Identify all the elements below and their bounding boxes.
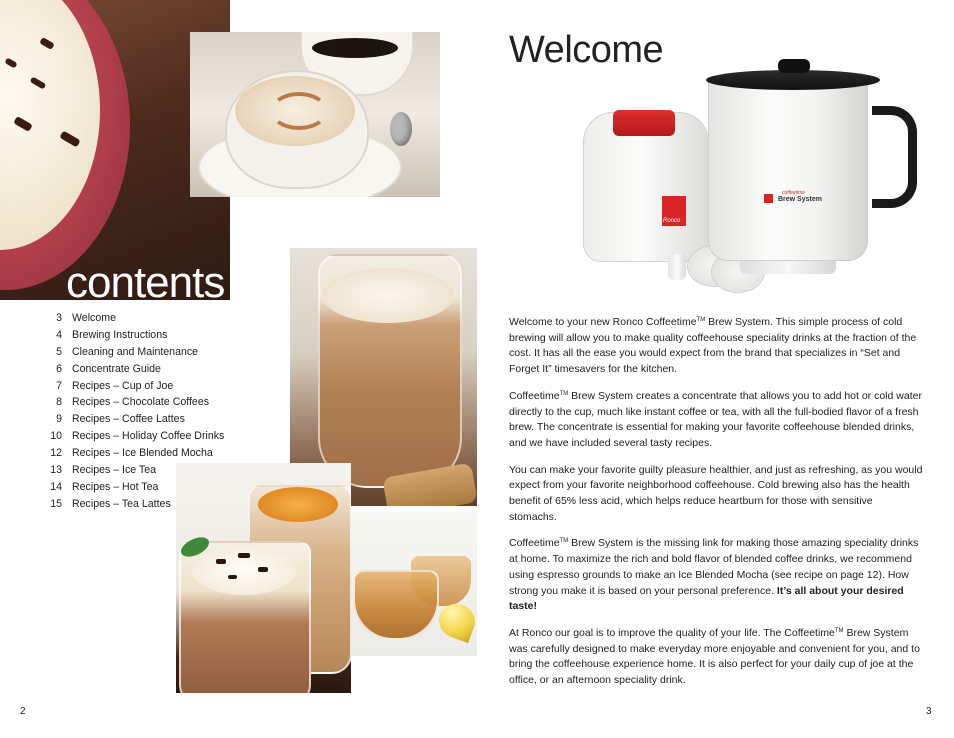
toc-item[interactable] [40, 411, 240, 428]
pitcher-handle [872, 106, 917, 208]
caramel-topping [258, 487, 338, 522]
welcome-paragraph [509, 389, 923, 452]
tea-cup [353, 570, 439, 640]
left-page-number: 2 [20, 706, 26, 717]
paragraph-text: Brew System. This simple process of cold brewing will allow you to make quality coffeehouse speciality drinks at the fraction of the cost. It has all the ease you would expect from the brand that specializes in “Set and Forget It” timesavers for the kitchen. [509, 316, 917, 376]
chocolate-shaving [216, 559, 226, 564]
brew-pitcher [708, 76, 868, 261]
contents-heading: contents [66, 258, 225, 307]
paragraph-text: Brew System creates a concentrate that allows you to add hot or cold water directly to the cup, much like instant coffee or tea, with all the full-bodied flavor of a fresh brew. The concentrate is essential for making your favorite coffeehouse blended drinks, and we have included several tasty recipes. [509, 389, 922, 449]
pitcher-brand-label: coffeetime [782, 190, 806, 196]
paragraph-text: At Ronco our goal is to improve the quality of your life. The Coffeetime [509, 626, 835, 639]
toc-page-number: 9 [56, 413, 62, 426]
toc-title: Welcome [72, 312, 116, 324]
brew-system-logo [764, 190, 824, 208]
toc-item[interactable] [40, 462, 240, 479]
black-coffee [312, 38, 398, 58]
right-page-number: 3 [926, 706, 932, 717]
bottle-red-cap [613, 110, 675, 136]
toc-title: Recipes – Coffee Lattes [72, 413, 185, 426]
emphasis-text: It’s all about your desired taste! [509, 584, 904, 613]
welcome-paragraph [509, 536, 923, 615]
toc-item[interactable] [40, 428, 240, 445]
toc-page-number: 5 [56, 345, 62, 358]
trademark-mark: TM [696, 317, 706, 323]
trademark-mark: TM [559, 390, 569, 397]
trademark-mark: TM [559, 538, 569, 545]
welcome-paragraph [509, 626, 923, 689]
latte-foam [322, 268, 454, 323]
welcome-body [509, 315, 923, 700]
toc-item[interactable] [40, 394, 240, 411]
toc-page-number: 15 [50, 497, 62, 510]
chocolate-shaving [258, 567, 268, 572]
toc-item[interactable] [40, 445, 240, 462]
caramel-swirl [270, 92, 328, 130]
toc-item[interactable] [40, 310, 240, 327]
welcome-paragraph [509, 315, 923, 378]
toc-page-number: 14 [50, 480, 62, 493]
bottle-brand-label: Ronco [663, 218, 681, 224]
table-of-contents [40, 310, 240, 513]
toc-item[interactable] [40, 479, 240, 496]
iced-tea-photo [351, 512, 477, 656]
toc-title: Recipes – Tea Lattes [72, 497, 171, 510]
toc-title: Recipes – Hot Tea [72, 480, 159, 493]
spoon [390, 112, 412, 146]
brew-system-product-photo [580, 58, 920, 296]
cappuccino-photo [190, 32, 440, 197]
bottle-stopper [668, 254, 686, 280]
toc-page-number: 10 [50, 430, 62, 443]
toc-item[interactable] [40, 361, 240, 378]
toc-page-number: 8 [56, 396, 62, 409]
welcome-heading: Welcome [509, 29, 664, 71]
toc-page-number: 12 [50, 447, 62, 460]
toc-title: Recipes – Holiday Coffee Drinks [72, 430, 225, 443]
ronco-logo [764, 194, 773, 203]
pitcher-name-label: Brew System [778, 196, 822, 203]
paragraph-text: Coffeetime [509, 389, 560, 402]
trademark-mark: TM [834, 627, 844, 634]
toc-title: Recipes – Ice Blended Mocha [72, 447, 213, 460]
toc-page-number: 3 [56, 312, 62, 324]
paragraph-text: Brew System was carefully designed to make everyday more enjoyable and convenient for you, and to bring the coffeehouse experience home. It is also perfect for your daily cup of joe at the office, or an afternoon speciality drink. [509, 626, 920, 687]
toc-item[interactable] [40, 327, 240, 344]
toc-title: Concentrate Guide [72, 362, 161, 375]
chocolate-shaving [228, 575, 237, 579]
toc-page-number: 4 [56, 328, 62, 341]
welcome-paragraph: You can make your favorite guilty pleasure healthier, and just as refreshing, as you would expect from your favorite neighborhood coffeehouse. Cold brewing also has the health benefit of 65% less acid, which helps reduce heartburn for those with sensitive stomachs. [509, 463, 923, 523]
lid-knob [778, 59, 810, 73]
chocolate-shaving [238, 553, 250, 558]
toc-page-number: 7 [56, 379, 62, 392]
toc-title: Cleaning and Maintenance [72, 345, 199, 358]
toc-item[interactable] [40, 378, 240, 395]
pitcher-lid [706, 70, 880, 90]
toc-title: Recipes – Cup of Joe [72, 379, 174, 392]
ronco-logo [662, 196, 686, 226]
toc-item[interactable] [40, 496, 240, 513]
paragraph-text: Brew System is the missing link for making those amazing speciality drinks at home. To maximize the rich and bold flavor of blended coffee drinks, we recommend using espresso grounds to make an Ice Blended Mocha (see recipe on page 12). How strong you make it is based on your personal preference. [509, 537, 919, 597]
toc-title: Brewing Instructions [72, 328, 168, 341]
toc-item[interactable] [40, 344, 240, 361]
toc-page-number: 13 [50, 464, 62, 477]
toc-page-number: 6 [56, 362, 62, 375]
toc-title: Recipes – Chocolate Coffees [72, 396, 210, 409]
paragraph-text: Welcome to your new Ronco Coffeetime [509, 316, 697, 328]
paragraph-text: Coffeetime [509, 537, 560, 550]
toc-title: Recipes – Ice Tea [72, 464, 157, 477]
